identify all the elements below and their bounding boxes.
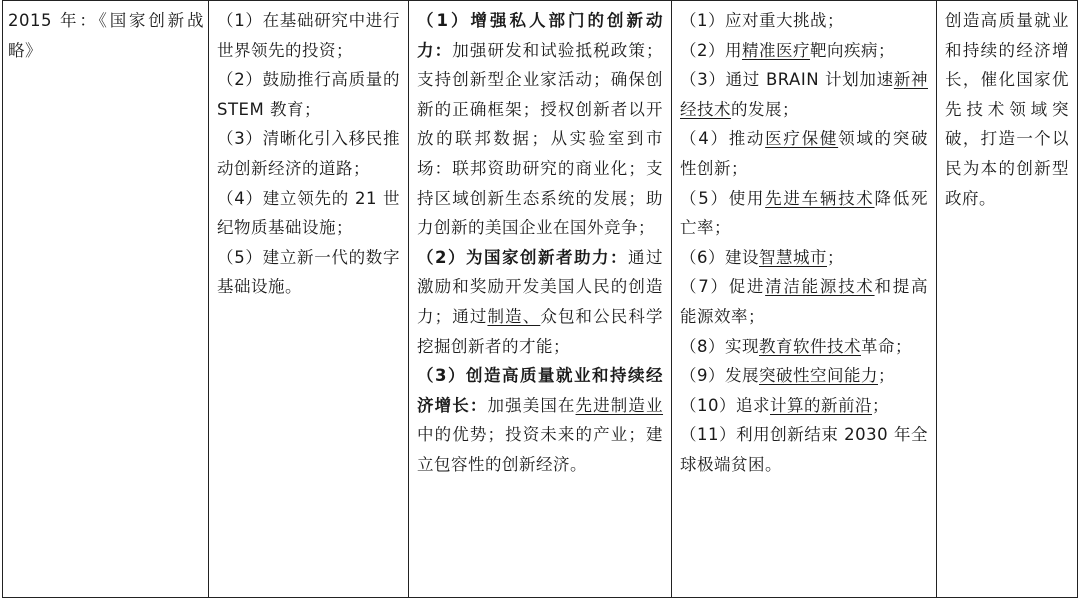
list-item: [680, 361, 928, 391]
item-text: （1）应对重大挑战；: [680, 11, 844, 30]
section-heading: （2）为国家创新者助力：: [417, 247, 628, 267]
underlined-term: 新神经技术: [680, 70, 928, 119]
item-text: （5）使用: [680, 188, 766, 208]
list-item: [680, 124, 928, 183]
underlined-term: 制造、: [487, 306, 541, 326]
underlined-term: 清洁能源技术: [765, 277, 875, 297]
list-item: [680, 391, 928, 421]
year-strategy-cell: [3, 1, 209, 598]
table-row: [3, 1, 1078, 598]
item-text: ；: [872, 395, 889, 415]
list-item: （3）清晰化引入移民推动创新经济的道路；: [217, 129, 400, 178]
list-item: （5）建立新一代的数字基础设施。: [217, 247, 400, 297]
item-text: （8）实现: [680, 336, 759, 356]
section-text: 加强美国在: [487, 395, 576, 415]
item-text: （9）发展: [680, 366, 759, 386]
list-item: [680, 332, 928, 362]
investment-cell: [209, 1, 409, 598]
item-text: （4）推动: [680, 129, 766, 149]
item-text: （7）促进: [680, 277, 766, 297]
private-sector-cell: [409, 1, 672, 598]
item-text: （2）用: [680, 40, 742, 60]
item-text: （11）利用创新结束 2030 年全球极端贫困。: [680, 425, 928, 474]
goal-text: 创造高质量就业和持续的经济增长，催化国家优先技术领域突破，打造一个以民为本的创新型政府。: [945, 11, 1069, 208]
goal-cell: [937, 1, 1078, 598]
list-item: （4）建立领先的 21 世纪物质基础设施；: [217, 188, 400, 238]
innovation-strategy-table: [2, 0, 1078, 598]
private-sector-section-2: [417, 243, 663, 361]
private-sector-section-3: [417, 361, 663, 479]
item-text: 领域的突破性创新；: [680, 129, 929, 178]
item-text: （10）追求: [680, 395, 770, 415]
section-heading: （1）增强私人部门的创新动力：: [417, 11, 663, 60]
list-item: [680, 36, 928, 66]
item-text: ；: [827, 247, 844, 267]
item-text: ；: [878, 366, 895, 386]
underlined-term: 突破性空间能力: [759, 366, 878, 386]
list-item: [680, 420, 928, 479]
underlined-term: 计算的新前沿: [770, 395, 872, 415]
list-item: （2）鼓励推行高质量的 STEM 教育；: [217, 70, 400, 119]
section-text: 众包和公民科学挖掘创新者的才能；: [417, 306, 664, 356]
section-heading: （3）创造高质量就业和持续经济增长：: [417, 366, 663, 415]
list-item: （1）在基础研究中进行世界领先的投资；: [217, 11, 400, 60]
list-item: [680, 272, 928, 331]
national-priorities-cell: [672, 1, 937, 598]
item-text: 的发展；: [731, 99, 799, 119]
list-item: [680, 65, 928, 124]
underlined-term: 先进制造业: [575, 395, 664, 415]
item-text: 革命；: [861, 336, 912, 356]
item-text: （6）建设: [680, 247, 759, 267]
list-item: [680, 243, 928, 273]
private-sector-section-1: [417, 6, 663, 243]
list-item: [680, 184, 928, 243]
section-text: 中的优势；投资未来的产业；建立包容性的创新经济。: [417, 425, 663, 474]
section-text: 通过激励和奖励开发美国人民的创造力；通过: [417, 247, 664, 326]
item-text: 和提高能源效率；: [680, 277, 929, 326]
underlined-term: 先进车辆技术: [765, 188, 875, 208]
item-text: （3）通过 BRAIN 计划加速: [680, 70, 894, 90]
item-text: 降低死亡率；: [680, 188, 929, 238]
year-strategy-text: 2015 年：《国家创新战略》: [8, 11, 204, 60]
underlined-term: 医疗保健: [765, 129, 839, 149]
item-text: 靶向疾病；: [810, 40, 895, 60]
underlined-term: 教育软件技术: [759, 336, 861, 356]
section-text: 加强研发和试验抵税政策；支持创新型企业家活动；确保创新的正确框架；授权创新者以开放的联邦数据；从实验室到市场：联邦资助研究的商业化；支持区域创新生态系统的发展；助力创新的美国企业在国外竞争；: [417, 40, 664, 238]
underlined-term: 精准医疗: [742, 40, 810, 60]
list-item: [680, 6, 928, 36]
underlined-term: 智慧城市: [759, 247, 827, 267]
